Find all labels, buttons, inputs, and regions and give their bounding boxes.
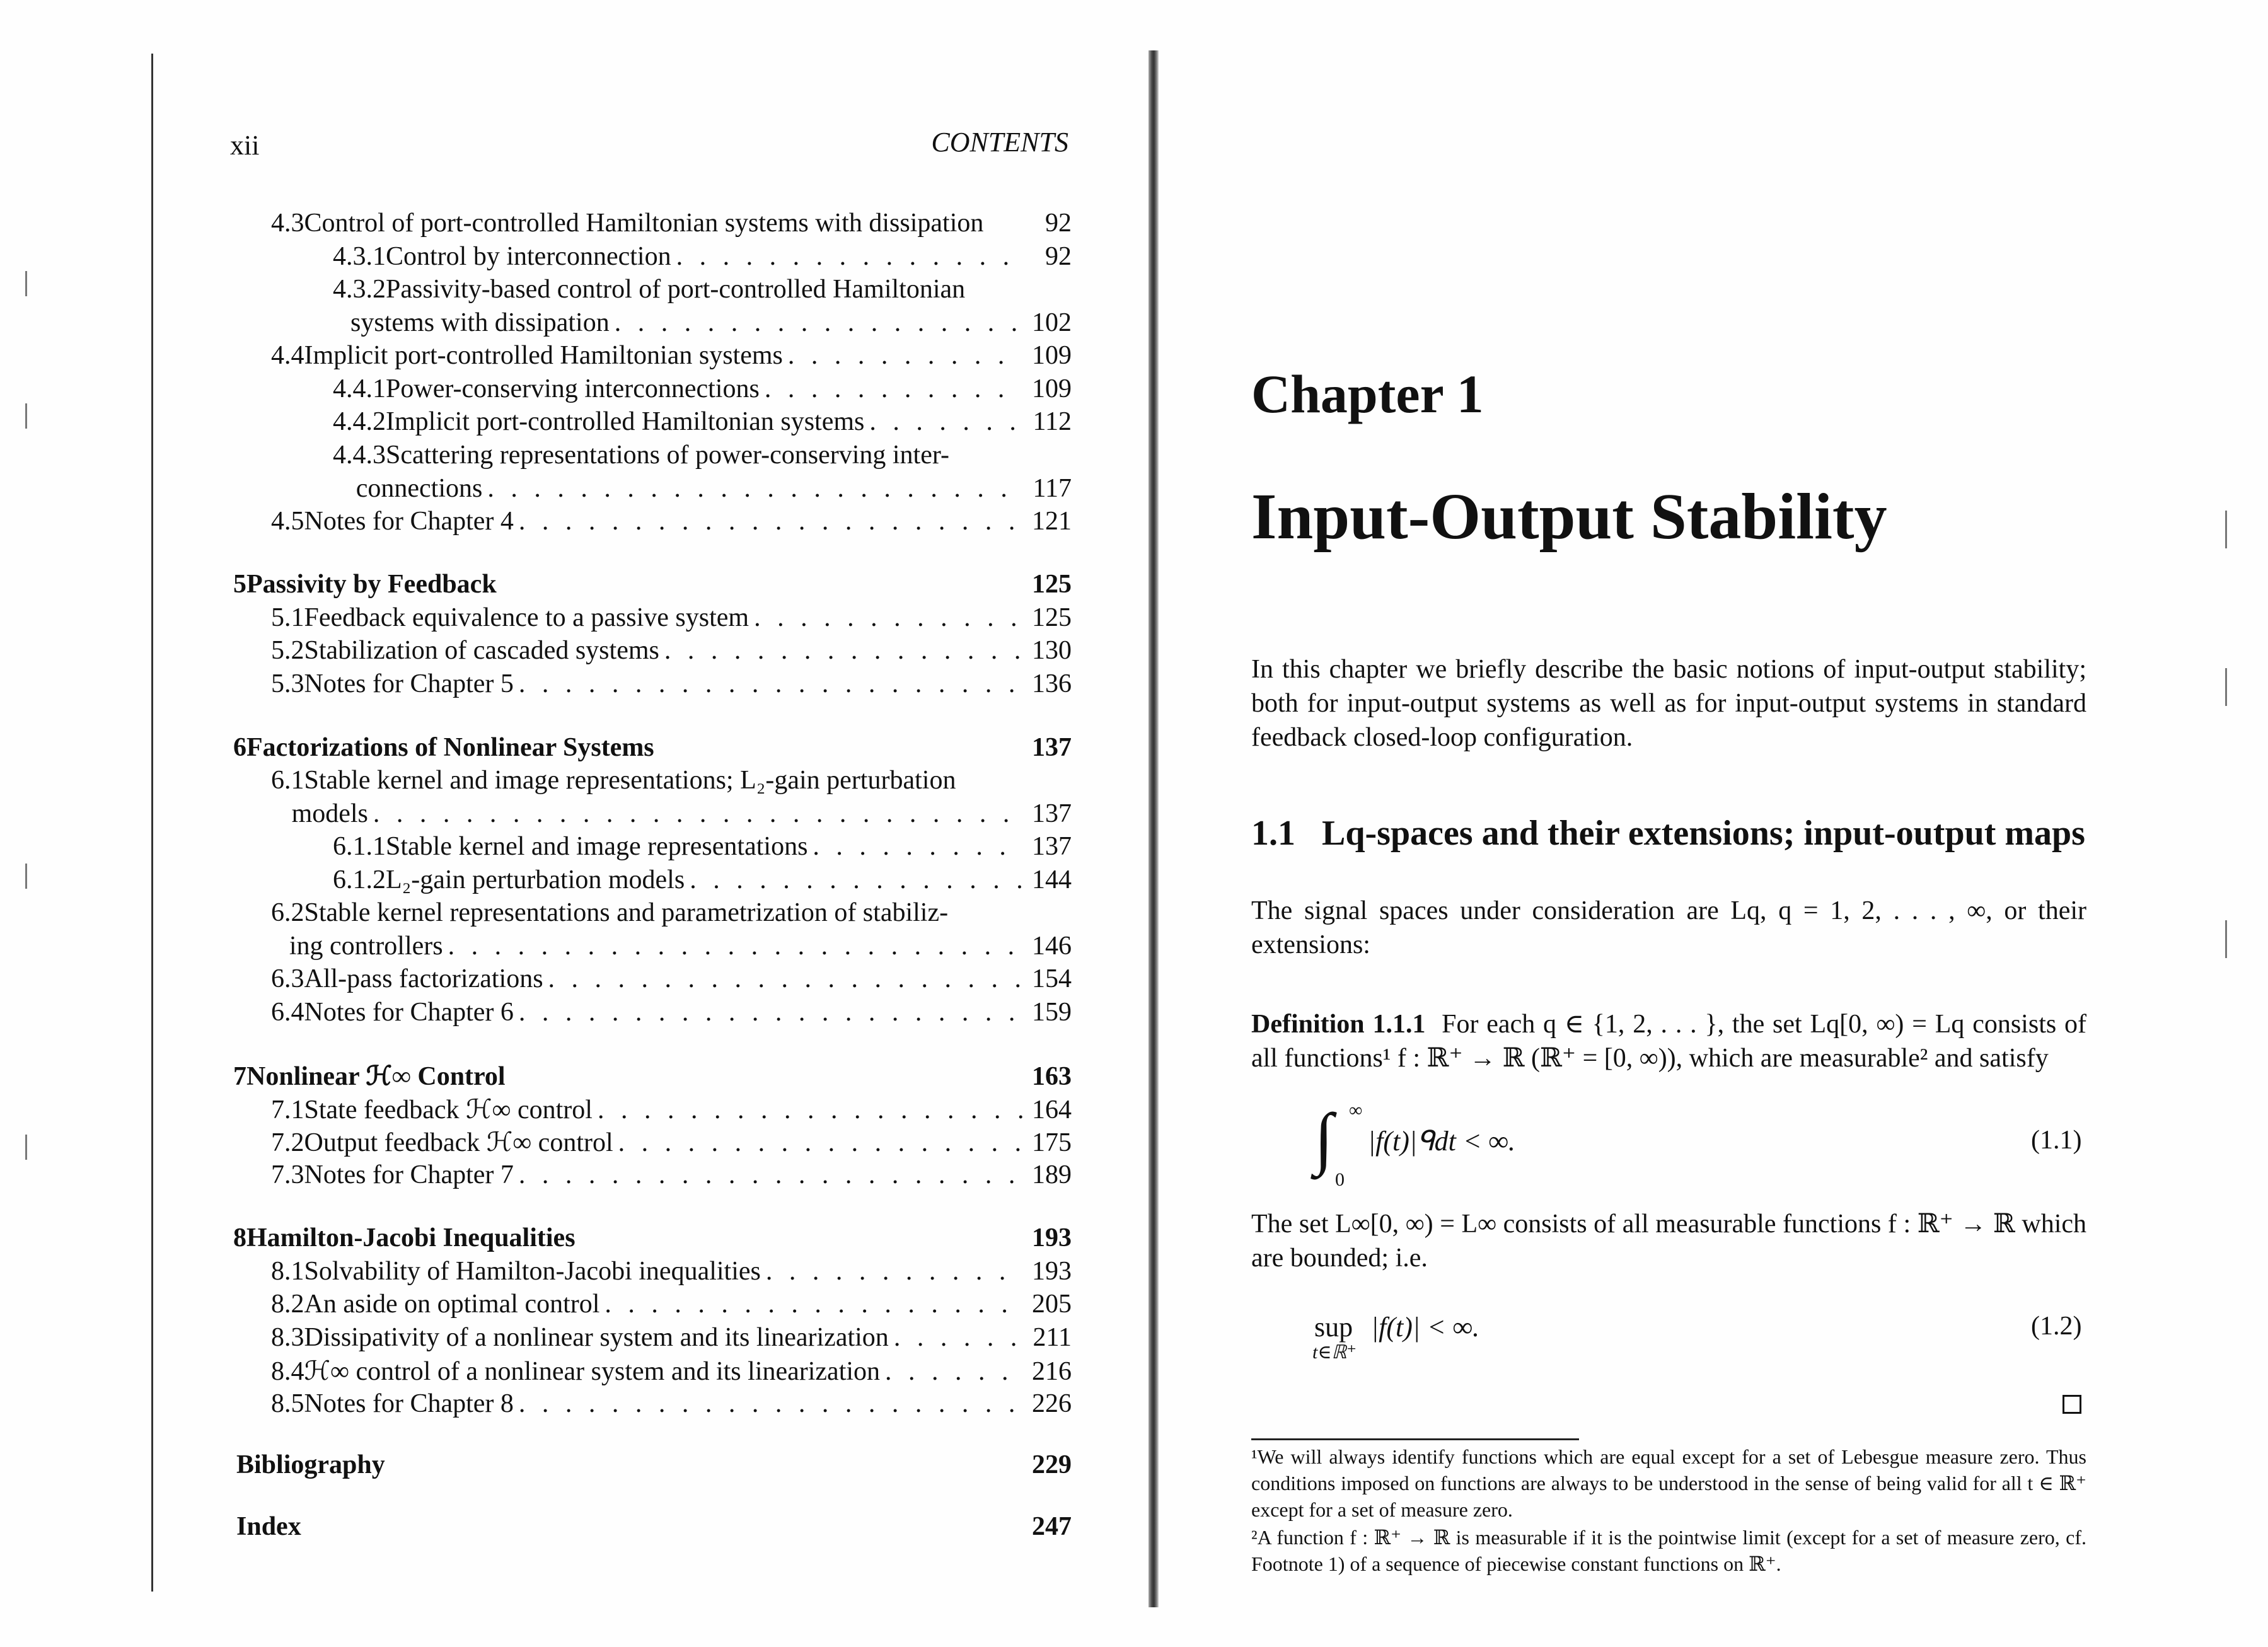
toc-entry-title: models [291, 799, 368, 828]
toc-entry-title: State feedback ℋ∞ control [304, 1095, 593, 1124]
toc-entry-page: 102 [1032, 308, 1072, 337]
toc-entry-number: 6.4 [271, 998, 304, 1027]
toc-entry-title: Output feedback ℋ∞ control [304, 1128, 613, 1157]
toc-entry-title: Bibliography [236, 1450, 385, 1479]
toc-entry [271, 340, 1072, 371]
toc-entry [333, 865, 1072, 895]
toc-entry [333, 473, 1072, 504]
section-number: 1.1 [1251, 814, 1295, 853]
toc-dot-leader [605, 1289, 1022, 1319]
toc-entry-title: Passivity by Feedback [246, 570, 497, 599]
toc-entry-title: Stable kernel and image representations [386, 832, 808, 861]
book-spine-shadow [1148, 50, 1159, 1607]
toc-dot-leader [487, 473, 1022, 504]
toc-entry-page: 193 [1032, 1223, 1072, 1252]
toc-entry-number: 6.2 [271, 898, 304, 927]
toc-chapter-entry [233, 732, 1072, 763]
chapter-title: Input-Output Stability [1251, 480, 1887, 553]
footnote-2: ²A function f : ℝ⁺ → ℝ is measurable if it is the pointwise limit (except for a set of measure zero, cf. Footnote 1) of a sequence of piecewise constant functions on ℝ⁺. [1251, 1526, 2086, 1575]
left-margin-rule [151, 54, 153, 1592]
chapter-intro: In this chapter we briefly describe the basic notions of input-output stability; both for input-output systems as well as for input-output systems in standard feedback closed-loop configuration. [1251, 655, 2086, 752]
toc-entry-number: 8.4 [271, 1357, 304, 1386]
toc-entry-title: Power-conserving interconnections [386, 374, 760, 403]
toc-entry-number: 6.1 [271, 766, 304, 795]
chapter-label: Chapter 1 [1251, 364, 1484, 424]
toc-entry-number: 7.2 [271, 1128, 304, 1157]
toc-entry-title: Control of port-controlled Hamiltonian systems with dissipation [304, 209, 984, 238]
toc-entry-title: ℋ∞ control of a nonlinear system and its linearization [304, 1357, 881, 1386]
equation-number-1-2: (1.2) [2031, 1312, 2082, 1341]
toc-entry [333, 241, 1072, 272]
toc-entry-page: 137 [1032, 799, 1072, 828]
toc-entry-page: 164 [1032, 1095, 1072, 1124]
toc-entry-page: 137 [1032, 733, 1072, 762]
toc-entry-title: Hamilton-Jacobi Inequalities [246, 1223, 576, 1252]
running-head: CONTENTS [931, 127, 1068, 158]
toc-entry-page: 229 [1032, 1450, 1072, 1479]
toc-dot-leader [813, 831, 1022, 862]
footnote-rule [1251, 1438, 1579, 1440]
toc-dot-leader [519, 997, 1022, 1027]
toc-entry-title: systems with dissipation [350, 308, 610, 337]
toc-dot-leader [894, 1322, 1022, 1353]
toc-entry-page: 92 [1045, 209, 1072, 238]
toc-entry-number: 4.4 [271, 341, 304, 370]
toc-entry-page: 159 [1032, 998, 1072, 1027]
toc-entry-number: 4.3.1 [333, 242, 386, 271]
toc-entry [271, 1256, 1072, 1286]
toc-entry-title: Stable kernel and image representations; L₂-gain perturbation [304, 766, 956, 795]
toc-entry-number: 8.5 [271, 1389, 304, 1418]
toc-entry [333, 374, 1072, 404]
toc-chapter-entry [233, 1223, 1072, 1253]
scan-mark [25, 271, 27, 296]
toc-chapter-entry [233, 1060, 1072, 1092]
toc-entry [271, 669, 1072, 699]
integral-upper-limit: ∞ [1349, 1100, 1363, 1121]
toc-entry-title: Control by interconnection [386, 242, 671, 271]
toc-entry-page: 92 [1045, 242, 1072, 271]
toc-entry-number: 7.3 [271, 1160, 304, 1189]
toc-entry-number: 6.3 [271, 964, 304, 993]
section-heading [1251, 813, 2085, 853]
toc-entry-page: 175 [1032, 1128, 1072, 1157]
toc-entry [271, 765, 1072, 795]
toc-entry-number: 5.3 [271, 669, 304, 698]
toc-dot-leader [869, 407, 1022, 437]
toc-dot-leader [618, 1128, 1022, 1158]
toc-dot-leader [519, 669, 1022, 699]
toc-entry-number: 4.5 [271, 507, 304, 536]
toc-entry-number: 4.3.2 [333, 275, 386, 304]
equation-number-1-1: (1.1) [2031, 1126, 2082, 1155]
toc-entry-title: L₂-gain perturbation models [386, 865, 685, 894]
toc-entry [333, 274, 1072, 304]
toc-entry-page: 109 [1032, 341, 1072, 370]
equation-1-1: |f(t)|ᑫdt < ∞. [1368, 1126, 1515, 1157]
toc-dot-leader [519, 506, 1022, 536]
toc-entry-number: 4.3 [271, 209, 304, 238]
toc-entry-page: 125 [1032, 603, 1072, 632]
toc-dot-leader [598, 1095, 1022, 1125]
toc-entry-page: 211 [1033, 1323, 1072, 1352]
toc-dot-leader [519, 1389, 1022, 1419]
toc-entry [333, 831, 1072, 862]
toc-entry [333, 407, 1072, 437]
toc-entry-number: 5.2 [271, 636, 304, 665]
toc-entry-page: 189 [1032, 1160, 1072, 1189]
sup-subscript: t∈ℝ⁺ [1312, 1342, 1357, 1363]
toc-dot-leader [664, 635, 1022, 666]
toc-entry [271, 997, 1072, 1027]
toc-entry-page: 226 [1032, 1389, 1072, 1418]
toc-entry-title: Notes for Chapter 5 [304, 669, 514, 698]
definition-text: For each q ∈ {1, 2, . . . }, the set Lq[0, ∞) = Lq consists of all functions¹ f : ℝ⁺ → ℝ (ℝ⁺ = [0, ∞)), which are measurable² and satisfy [1251, 1010, 2087, 1073]
toc-entry-title: ing controllers [289, 932, 443, 961]
toc-entry [271, 603, 1072, 633]
toc-entry-title: Scattering representations of power-conserving inter- [386, 441, 949, 470]
toc-dot-leader [754, 603, 1022, 633]
toc-entry-number: 6 [233, 733, 246, 762]
toc-chapter-entry [236, 1450, 1072, 1480]
toc-entry-page: 154 [1032, 964, 1072, 993]
toc-entry-title: Index [236, 1512, 301, 1541]
toc-entry-page: 121 [1032, 507, 1072, 536]
scan-mark [2225, 668, 2227, 706]
section-title: Lq-spaces and their extensions; input-output maps [1322, 814, 2085, 853]
toc-entry-page: 112 [1033, 407, 1072, 436]
toc-entry-page: 193 [1032, 1257, 1072, 1286]
toc-entry-title: Nonlinear ℋ∞ Control [246, 1062, 506, 1091]
toc-entry-number: 4.4.3 [333, 441, 386, 470]
scan-mark [2225, 511, 2227, 548]
toc-entry [271, 635, 1072, 666]
toc-entry-title: Notes for Chapter 8 [304, 1389, 514, 1418]
toc-entry [333, 440, 1072, 470]
toc-entry-number: 7.1 [271, 1095, 304, 1124]
toc-entry-title: Passivity-based control of port-controlled Hamiltonian [386, 275, 966, 304]
toc-dot-leader [519, 1160, 1022, 1190]
toc-entry-number: 8.3 [271, 1323, 304, 1352]
toc-entry-number: 4.4.1 [333, 374, 386, 403]
toc-entry-page: 163 [1032, 1062, 1072, 1091]
toc-entry-page: 205 [1032, 1290, 1072, 1319]
toc-entry-page: 117 [1033, 474, 1072, 503]
toc-dot-leader [548, 964, 1022, 994]
definition-paragraph [1251, 1007, 2086, 1075]
toc-entry-page: 137 [1032, 832, 1072, 861]
toc-entry-number: 8.2 [271, 1290, 304, 1319]
scan-mark [25, 403, 27, 429]
toc-entry [271, 898, 1072, 928]
toc-entry-title: Notes for Chapter 6 [304, 998, 514, 1027]
toc-entry-title: Dissipativity of a nonlinear system and its linearization [304, 1323, 889, 1352]
toc-entry [333, 308, 1072, 338]
toc-entry-page: 144 [1032, 865, 1072, 894]
toc-entry-title: Notes for Chapter 7 [304, 1160, 514, 1189]
toc-entry-title: Solvability of Hamilton-Jacobi inequalities [304, 1257, 761, 1286]
definition-label: Definition 1.1.1 [1251, 1010, 1426, 1039]
toc-entry-title: Implicit port-controlled Hamiltonian systems [304, 341, 783, 370]
toc-entry [271, 1355, 1072, 1387]
toc-entry [271, 799, 1072, 829]
toc-entry-page: 130 [1032, 636, 1072, 665]
toc-entry-title: Feedback equivalence to a passive system [304, 603, 749, 632]
toc-entry [271, 1289, 1072, 1319]
toc-entry [271, 964, 1072, 994]
toc-entry-number: 5 [233, 570, 246, 599]
toc-entry-number: 8.1 [271, 1257, 304, 1286]
toc-entry-number: 6.1.2 [333, 865, 386, 894]
scan-mark [25, 864, 27, 889]
toc-entry-page: 125 [1032, 570, 1072, 599]
page-number: xii [230, 130, 260, 161]
toc-dot-leader [615, 308, 1022, 338]
toc-entry-title: All-pass factorizations [304, 964, 543, 993]
toc-entry [271, 1160, 1072, 1190]
toc-dot-leader [448, 931, 1022, 961]
linf-paragraph: The set L∞[0, ∞) = L∞ consists of all measurable functions f : ℝ⁺ → ℝ which are bounded; i.e. [1251, 1210, 2086, 1273]
toc-entry [271, 208, 1072, 238]
footnote-1: ¹We will always identify functions which are equal except for a set of Lebesgue measure zero. Thus conditions imposed on functions are always to be understood in the sense of being valid for all t ∈ ℝ⁺ except for a set of measure zero. [1251, 1445, 2086, 1521]
toc-entry-page: 146 [1032, 932, 1072, 961]
integral-lower-limit: 0 [1335, 1169, 1345, 1190]
sup-operator: sup [1314, 1312, 1353, 1343]
toc-dot-leader [765, 374, 1022, 404]
toc-dot-leader [676, 241, 1022, 272]
toc-entry-page: 109 [1032, 374, 1072, 403]
toc-entry-title: Notes for Chapter 4 [304, 507, 514, 536]
toc-entry-number: 5.1 [271, 603, 304, 632]
toc-dot-leader [373, 799, 1022, 829]
scan-mark [2225, 920, 2227, 958]
toc-dot-leader [766, 1256, 1022, 1286]
toc-entry-title: Factorizations of Nonlinear Systems [246, 733, 654, 762]
toc-entry [271, 1389, 1072, 1419]
toc-entry-number: 7 [233, 1062, 246, 1091]
toc-entry [271, 1126, 1072, 1158]
toc-entry-title: Stabilization of cascaded systems [304, 636, 659, 665]
signal-spaces-paragraph: The signal spaces under consideration are Lq, q = 1, 2, . . . , ∞, or their extensions: [1251, 896, 2086, 959]
toc-entry-page: 216 [1032, 1357, 1072, 1386]
toc-entry [271, 1094, 1072, 1125]
end-of-definition-square [2063, 1395, 2081, 1414]
toc-entry-page: 247 [1032, 1512, 1072, 1541]
toc-entry-number: 8 [233, 1223, 246, 1252]
toc-entry-number: 4.4.2 [333, 407, 386, 436]
toc-chapter-entry [233, 569, 1072, 599]
toc-entry-title: Implicit port-controlled Hamiltonian systems [386, 407, 865, 436]
toc-entry [271, 1322, 1072, 1353]
toc-entry [271, 931, 1072, 961]
toc-dot-leader [788, 340, 1022, 371]
toc-entry-title: An aside on optimal control [304, 1290, 600, 1319]
toc-dot-leader [690, 865, 1022, 895]
toc-chapter-entry [236, 1511, 1072, 1542]
equation-1-2: |f(t)| < ∞. [1371, 1312, 1480, 1343]
toc-entry-title: Stable kernel representations and parametrization of stabiliz- [304, 898, 949, 927]
integral-sign: ∫ [1314, 1099, 1334, 1176]
scan-mark [25, 1135, 27, 1160]
toc-entry [271, 506, 1072, 536]
toc-entry-number: 6.1.1 [333, 832, 386, 861]
toc-dot-leader [885, 1356, 1022, 1387]
toc-entry-title: connections [356, 474, 483, 503]
toc-entry-page: 136 [1032, 669, 1072, 698]
